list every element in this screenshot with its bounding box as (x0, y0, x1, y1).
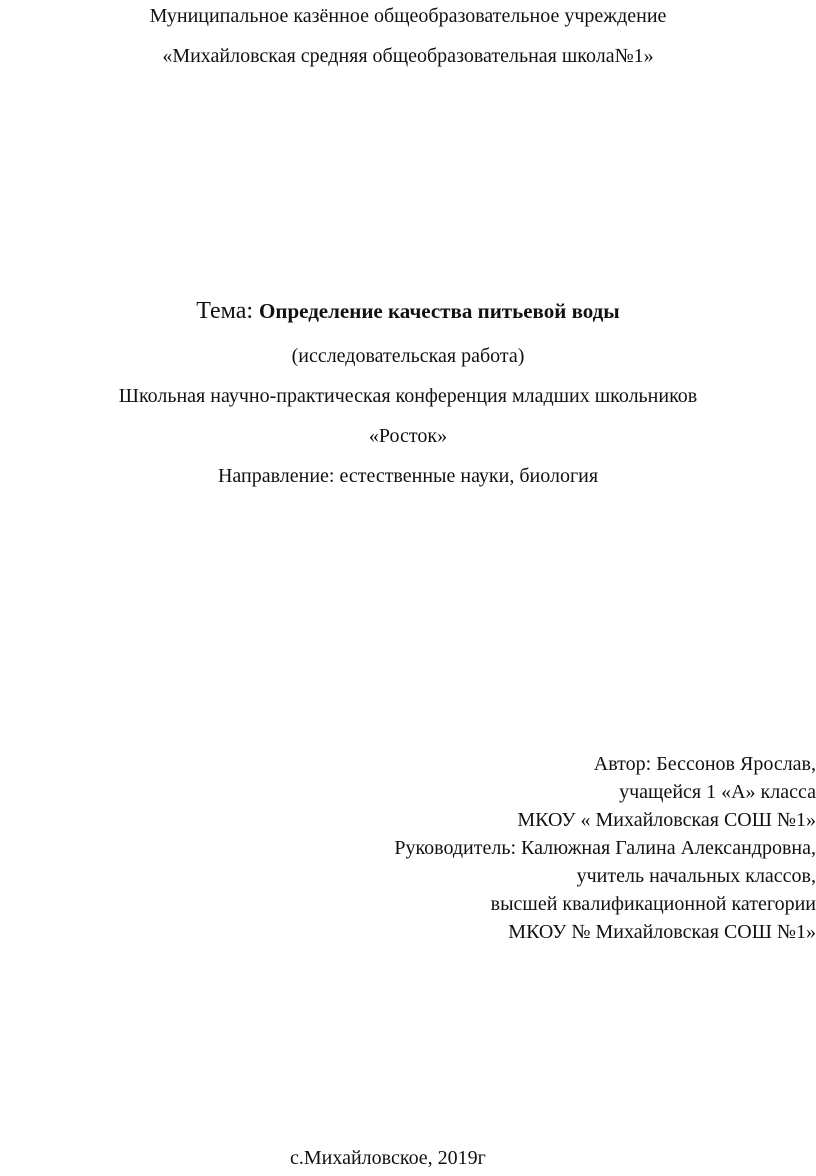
school-name: «Михайловская средняя общеобразовательная школа№1» (162, 45, 654, 67)
author-line: Автор: Бессонов Ярослав, (593, 753, 816, 775)
conference-title: Школьная научно-практическая конференция младших школьников (118, 385, 698, 407)
topic-heading (0, 296, 816, 326)
topic-title: Определение качества питьевой воды (259, 299, 620, 323)
author-class-line: учащейся 1 «А» класса (619, 781, 816, 803)
supervisor-category-line: высшей квалификационной категории (490, 893, 816, 915)
conference-name: «Росток» (368, 425, 448, 447)
work-type: (исследовательская работа) (291, 345, 525, 367)
supervisor-school-line: МКОУ № Михайловская СОШ №1» (508, 921, 816, 943)
place-year: с.Михайловское, 2019г (290, 1147, 486, 1169)
direction-line: Направление: естественные науки, биология (217, 465, 599, 487)
topic-label: Тема: (196, 298, 260, 324)
supervisor-role-line: учитель начальных классов, (576, 865, 816, 887)
author-school-line: МКОУ « Михайловская СОШ №1» (517, 809, 816, 831)
supervisor-line: Руководитель: Калюжная Галина Александровна, (394, 837, 816, 859)
institution-line: Муниципальное казённое общеобразовательное учреждение (149, 5, 667, 27)
